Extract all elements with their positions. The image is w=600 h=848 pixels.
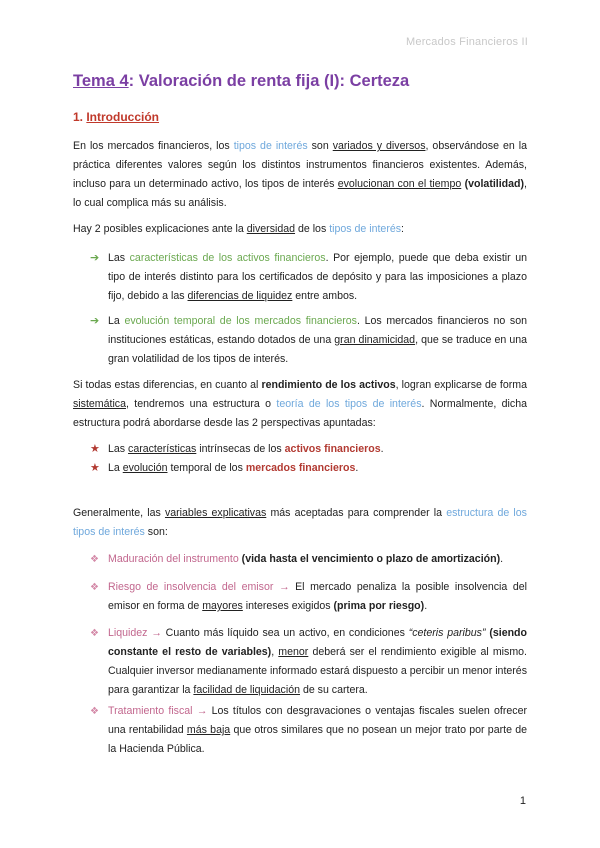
title-text: : Valoración de renta fija (I): Certeza <box>128 72 410 90</box>
highlight-term: características de los activos financieros <box>129 252 326 264</box>
bold-term: (vida hasta el vencimiento o plazo de amortización) <box>238 553 501 565</box>
text-run: son <box>307 140 333 152</box>
underlined-term: sistemática <box>73 398 126 410</box>
section-label: Introducción <box>86 110 160 124</box>
star-icon: ★ <box>90 443 100 455</box>
text-run: intereses exigidos <box>242 600 334 612</box>
text-run: El mercado penaliza la posible insolvencia del emisor en forma de <box>108 581 527 612</box>
highlight-term: Maduración del instrumento <box>108 553 239 565</box>
text-run: Hay 2 posibles explicaciones ante la <box>73 223 247 235</box>
list-item-text <box>108 624 527 700</box>
highlight-term: Riesgo de insolvencia del emisor → <box>108 581 290 593</box>
text-run: Las <box>108 252 130 264</box>
text-run: , <box>271 646 279 658</box>
text-run: . Los mercados financieros no son instituciones estáticas, estando dotados de una <box>108 315 527 346</box>
highlight-term: mercados financieros <box>245 462 356 474</box>
text-run: más aceptadas para comprender la <box>266 507 447 519</box>
arrow-icon: ➔ <box>90 315 100 327</box>
underlined-term: evolucionan con el tiempo <box>337 178 462 190</box>
text-run: Cuanto más líquido sea un activo, en condiciones <box>161 627 409 639</box>
list-item-star <box>90 459 527 478</box>
underlined-term: variables explicativas <box>164 507 267 519</box>
highlight-term: evolución temporal de los mercados financieros <box>124 315 357 327</box>
text-run: , lo cual complica más su análisis. <box>73 178 527 209</box>
diamond-icon: ❖ <box>90 706 99 717</box>
list-item-arrow <box>90 312 527 369</box>
underlined-term: diversidad <box>246 223 296 235</box>
list-item-text <box>108 550 527 569</box>
highlight-term: teoría de los tipos de interés <box>276 398 422 410</box>
underlined-term: evolución <box>122 462 168 474</box>
underlined-term: más baja <box>186 724 231 736</box>
text-run: . <box>500 553 504 565</box>
section-number: 1. <box>73 110 87 124</box>
list-item-text <box>108 578 527 616</box>
page-number: 1 <box>519 795 526 807</box>
text-run: temporal de los <box>167 462 246 474</box>
text-run: de su cartera. <box>300 684 368 696</box>
list-item-diamond <box>90 702 527 759</box>
text-run: Las <box>108 443 129 455</box>
underlined-term: variados y diversos <box>332 140 426 152</box>
highlight-term: estructura de los tipos de interés <box>73 507 527 538</box>
text-run: . <box>380 443 384 455</box>
underlined-term: diferencias de liquidez <box>187 290 293 302</box>
list-item-arrow <box>90 249 527 306</box>
section-heading <box>73 110 159 124</box>
diamond-icon: ❖ <box>90 554 99 565</box>
text-run: Generalmente, las <box>73 507 165 519</box>
text-run: . <box>355 462 359 474</box>
title-topic-number: Tema 4 <box>73 72 129 90</box>
text-run: , tendremos una estructura o <box>125 398 277 410</box>
bold-term: (prima por riesgo) <box>333 600 425 612</box>
text-run: En los mercados financieros, los <box>73 140 234 152</box>
underlined-term: mayores <box>202 600 243 612</box>
text-run: Los títulos con desgravaciones o ventajas fiscales suelen ofrecer una rentabilidad <box>108 705 527 736</box>
underlined-term: características <box>128 443 197 455</box>
highlight-term: tipos de interés <box>329 223 402 235</box>
bold-term: (volatilidad) <box>464 178 525 190</box>
underlined-term: facilidad de liquidación <box>193 684 300 696</box>
underlined-term: menor <box>278 646 309 658</box>
diamond-icon: ❖ <box>90 582 99 593</box>
text-run: . <box>424 600 428 612</box>
text-run: entre ambos. <box>292 290 358 302</box>
text-run: . Por ejemplo, puede que deba existir un tipo de interés distinto para los certificados de depósito y para las imposiciones a plazo fijo, debido a las <box>108 252 527 302</box>
paragraph-variables <box>73 504 527 542</box>
text-run: son: <box>144 526 168 538</box>
list-item-diamond <box>90 550 527 569</box>
star-icon: ★ <box>90 462 100 474</box>
paragraph-structure <box>73 376 527 433</box>
running-header: Mercados Financieros II <box>406 36 528 48</box>
highlight-term: Liquidez → <box>108 627 162 639</box>
list-item-text <box>108 459 527 478</box>
document-title <box>73 72 409 91</box>
text-run: , logran explicarse de forma <box>395 379 527 391</box>
underlined-term: gran dinamicidad <box>334 334 416 346</box>
text-run: , que se traduce en una gran volatilidad de los tipos de interés. <box>108 334 528 365</box>
highlight-term: tipos de interés <box>233 140 308 152</box>
text-run: de los <box>295 223 330 235</box>
italic-term: “ceteris paribus” <box>408 627 486 639</box>
bold-term: (siendo constante el resto de variables) <box>108 627 527 658</box>
highlight-term: activos financieros <box>284 443 381 455</box>
list-item-diamond <box>90 624 527 700</box>
list-item-text <box>108 702 527 759</box>
text-run: . Normalmente, dicha estructura podrá abordarse desde las 2 perspectivas apuntadas: <box>73 398 527 429</box>
text-run: intrínsecas de los <box>196 443 285 455</box>
text-run: : <box>401 223 404 235</box>
list-item-diamond <box>90 578 527 616</box>
list-item-star <box>90 440 527 459</box>
highlight-term: Tratamiento fiscal → <box>108 705 208 717</box>
bold-term: rendimiento de los activos <box>261 379 396 391</box>
text-run: deberá ser el rendimiento exigible al mismo. Cualquier inversor medianamente informado estará dispuesto a percibir un menor interés para garantizar la <box>108 646 527 696</box>
text-run: que otros similares que no posean un mejor trato por parte de la Hacienda Pública. <box>108 724 527 755</box>
paragraph-intro <box>73 137 527 213</box>
text-run: Si todas estas diferencias, en cuanto al <box>73 379 262 391</box>
list-item-text <box>108 249 527 306</box>
list-item-text <box>108 312 527 369</box>
list-item-text <box>108 440 527 459</box>
text-run: La <box>108 315 125 327</box>
diamond-icon: ❖ <box>90 628 99 639</box>
text-run: La <box>108 462 123 474</box>
text-run: , observándose en la práctica diferentes valores según los distintos instrumentos financieros existentes. Además, incluso para un determinado activo, los tipos de interés <box>73 140 527 190</box>
paragraph-explanations <box>73 220 527 239</box>
arrow-icon: ➔ <box>90 252 100 264</box>
